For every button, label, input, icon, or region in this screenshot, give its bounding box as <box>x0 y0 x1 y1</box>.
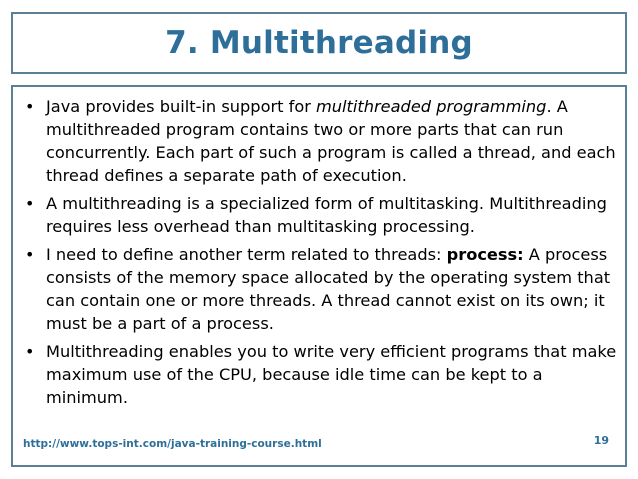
bullet-icon: • <box>25 194 35 213</box>
bullet-text: Java provides built-in support for <box>46 97 317 116</box>
content-box <box>11 85 627 467</box>
bullet-text: A process consists of the memory space allocated by the operating system that can contain one or more threads. A thread cannot exist on its own; it must be a part of a process. <box>46 245 611 333</box>
page-number: 19 <box>593 434 609 447</box>
bullet-bold-text: process: <box>446 245 524 264</box>
bullet-item <box>21 243 619 335</box>
slide-title: 7. Multithreading <box>165 25 473 61</box>
bullet-italic-text: multithreaded programming <box>316 97 547 116</box>
bullet-item <box>21 95 619 187</box>
footer-url[interactable]: http://www.tops-int.com/java-training-course.html <box>23 438 322 450</box>
bullet-item <box>21 340 619 409</box>
title-box <box>11 12 627 74</box>
bullet-text: I need to define another term related to threads: <box>46 245 447 264</box>
bullet-list <box>21 95 619 414</box>
bullet-text: . A multithreaded program contains two or more parts that can run concurrently. Each part of such a program is called a thread, and each thread defines a separate path of execution. <box>46 97 616 185</box>
bullet-icon: • <box>25 97 35 116</box>
bullet-text: Multithreading enables you to write very efficient programs that make maximum use of the CPU, because idle time can be kept to a minimum. <box>46 342 617 407</box>
bullet-icon: • <box>25 342 35 361</box>
bullet-icon: • <box>25 245 35 264</box>
bullet-item <box>21 192 619 238</box>
bullet-text: A multithreading is a specialized form of multitasking. Multithreading requires less overhead than multitasking processing. <box>46 194 607 236</box>
